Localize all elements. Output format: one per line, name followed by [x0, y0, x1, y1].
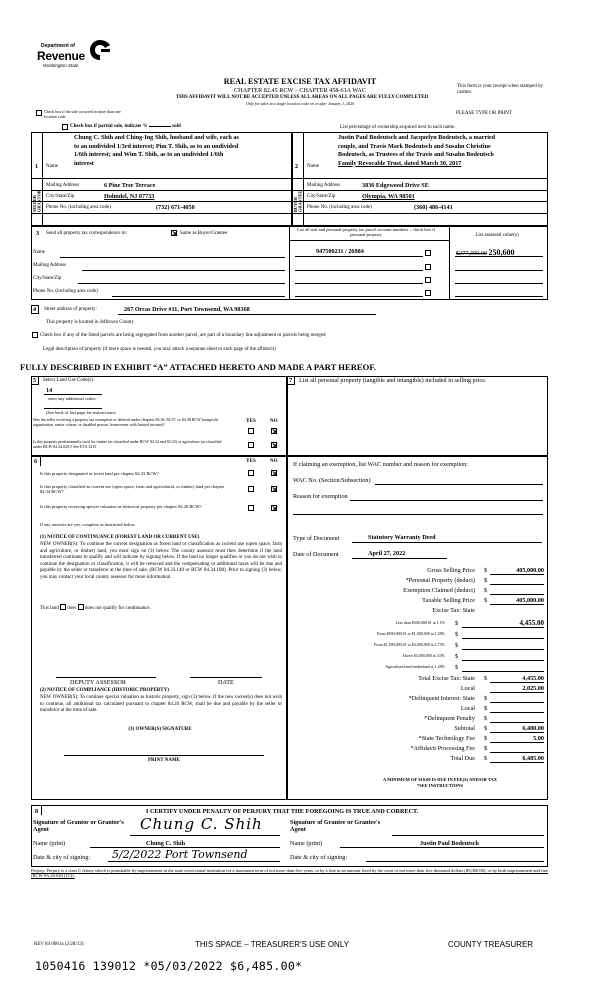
street-address: 267 Orcas Drive #11, Port Townsend, WA 98368 — [124, 306, 250, 313]
buyer-names — [338, 134, 546, 168]
parcel-personal-checkbox-3[interactable] — [425, 277, 431, 283]
tax-total-value: 4,455.00 — [522, 675, 544, 682]
multi-location-label: Check box if the sale occurred in more than one location code — [44, 109, 121, 119]
tax-row-value: 405,000.00 — [516, 567, 544, 574]
seller-city: Holmdel, NJ 07733 — [104, 193, 155, 200]
reason-label: Reason for exemption — [293, 493, 348, 500]
doc-date: April 27, 2022 — [368, 550, 406, 557]
land-qualify-post: does not qualify for continuance. — [84, 606, 151, 611]
exemption-label: If claiming an exemption, list WAC number and reason for exemption: — [293, 461, 468, 468]
tax-total-label: *Delinquent Penalty — [424, 715, 475, 722]
tax-bracket-dollar: $ — [455, 653, 459, 660]
street-label: Street address of property: — [44, 307, 97, 312]
personal-property-number: 7 — [289, 377, 293, 384]
tax-total-dollar: $ — [484, 715, 488, 722]
certify-statement: I CERTIFY UNDER PENALTY OF PERJURY THAT THE FOREGOING IS TRUE AND CORRECT. — [146, 808, 419, 815]
tax-row-label: *Personal Property (deduct) — [405, 577, 475, 584]
seller-city-label: City/State/Zip — [46, 194, 75, 199]
current-use-yes-checkbox[interactable] — [248, 486, 254, 492]
tax-total-label: Subtotal — [454, 725, 475, 732]
parcel-personal-checkbox[interactable] — [425, 250, 431, 256]
same-as-buyer-checkbox[interactable] — [171, 230, 177, 236]
tax-bracket-label: From $1,500,000.01 to $3,000,000 at 2.75% — [374, 642, 445, 647]
tax-row-dollar: $ — [484, 597, 488, 604]
forest-yes-checkbox[interactable] — [248, 470, 254, 476]
section6-yes: YES — [246, 459, 256, 464]
tax-row-value: 405,000.00 — [516, 597, 544, 604]
buyer-phone: (360) 486-4141 — [414, 204, 453, 211]
deputy-assessor-label: DEPUTY ASSESSOR — [70, 679, 126, 686]
buyer-name-line: Justin Paul Bodeutsch and Jacquelyn Bodeutsch, a married — [338, 134, 496, 141]
ownership-note: List percentage of ownership acquired next to each name. — [340, 125, 456, 130]
multi-location-checkbox[interactable] — [36, 110, 42, 116]
grantee-name-label: Name (print) — [290, 840, 323, 847]
grantor-date: 5/2/2022 Port Townsend — [112, 848, 248, 861]
land-use-q1: Was the seller receiving a property tax exemption or deferral under chapters 84.36, 84.37, or 84.38 RCW (nonprofit organization, senior citizen, or disabled person, homeowner with limited income)? — [33, 417, 219, 427]
grantor-signature: Chung C. Shih — [140, 815, 263, 833]
land-qualify-pre: This land — [40, 606, 59, 611]
personal-property-label: List all personal property (tangible and intangible) included in selling price. — [299, 377, 487, 384]
tax-bracket-dollar: $ — [455, 642, 459, 649]
land-use-q2: Is this property predominantly used for timber (as classified under RCW 84.34 and 84.33) or agriculture (as classified under RCW 84.34.020)? See ETA 3215 — [33, 439, 222, 449]
tax-bracket-label: From $500,000.01 to $1,500,000 at 1.28% — [377, 631, 445, 636]
doc-type: Statutory Warranty Deed — [368, 534, 436, 541]
tax-row-dollar: $ — [484, 567, 488, 574]
buyer-city: Olympia, WA 98501 — [362, 193, 415, 200]
tax-total-label: *Affidavit Processing Fee — [410, 745, 475, 752]
partial-sale-blank — [149, 126, 171, 127]
land-use-no: NO — [270, 419, 278, 424]
deputy-date-label: DATE — [218, 679, 234, 686]
form-warning: THIS AFFIDAVIT WILL NOT BE ACCEPTED UNLESS ALL AREAS ON ALL PAGES ARE FULLY COMPLETED — [175, 95, 429, 100]
property-number: 4 — [33, 306, 37, 313]
agency-logo — [37, 38, 117, 72]
seller-name-label: Name — [46, 164, 58, 169]
grantee-name: Justin Paul Bodeutsch — [420, 840, 479, 847]
form-number: REV 84 0001a (2/28/13) — [34, 942, 84, 947]
land-does-not-checkbox[interactable] — [78, 604, 84, 610]
tax-total-label: *Delinquent Interest: State — [408, 695, 475, 702]
buyer-name-label: Name — [307, 164, 319, 169]
seller-name-line: interest — [74, 159, 94, 167]
seller-side-label: SELLER GRANTOR — [32, 190, 42, 212]
section6-q2: Is this property classified as current use (open space, farm and agricultural, or timber) land per chapter 84.34 RCW? — [40, 484, 225, 495]
print-name-label: PRINT NAME — [148, 758, 180, 763]
partial-sale-pre: Check box if partial sale, indicate % — [70, 124, 148, 129]
grantor-date-label: Date & city of signing: — [33, 854, 91, 861]
tax-total-dollar: $ — [484, 725, 488, 732]
seller-mailing: 6 Pine Tree Terrace — [104, 182, 156, 189]
tax-total-label: Total Excise Tax: State — [418, 675, 475, 682]
land-use-label: Select Land Use Code(s): — [43, 378, 95, 383]
tax-total-value: 5.00 — [533, 735, 544, 742]
see-instructions: *SEE INSTRUCTIONS — [416, 783, 464, 788]
tax-bracket-dollar: $ — [455, 631, 459, 638]
land-use-code: 14 — [46, 387, 53, 394]
print-note: PLEASE TYPE OR PRINT — [456, 111, 512, 116]
q1-no-checkbox[interactable] — [271, 428, 277, 434]
county-treasurer: COUNTY TREASURER — [448, 940, 534, 949]
continuance-body: NEW OWNER(S): To continue the current designation as forest land or classification as current use (open space, farm and agriculture, or timber) land, you must sign on (3) below. The county assessor must then determine if the land transferred continues to qualify and will indicate by signing below. If the land no longer qualifies or you do not wish to continue the designation or classification, it will be removed and the compensating or additional taxes will be due and payable by the seller or transferor at the time of sale. (RCW 84.33.140 or RCW 84.34.108). Prior to signing (3) below, you may contact your local county assessor for more information. — [40, 542, 282, 580]
tax-total-dollar: $ — [484, 745, 488, 752]
current-use-no-checkbox[interactable] — [271, 486, 277, 492]
grantor-name: Chung C. Shih — [146, 840, 186, 847]
exhibit-statement: FULLY DESCRIBED IN EXHIBIT “A” ATTACHED HERETO AND MADE A PART HEREOF. — [20, 362, 376, 372]
parcel-number: 947500211 / 26984 — [316, 248, 364, 255]
treasurer-use: THIS SPACE – TREASURER'S USE ONLY — [195, 940, 350, 949]
seller-phone-label: Phone No. (including area code) — [46, 205, 111, 210]
seller-mailing-label: Mailing Address — [46, 183, 80, 188]
land-use-additional: enter any additional codes: — [48, 396, 97, 401]
wac-label: WAC No. (Section/Subsection) — [293, 477, 371, 484]
section6-number: 6 — [34, 458, 38, 465]
same-as-buyer-label: Same as Buyer/Grantee — [180, 231, 228, 236]
corr-mailing-label: Mailing Address — [33, 263, 67, 268]
segregated-checkbox[interactable] — [32, 332, 38, 338]
tax-bracket-value: 4,455.00 — [519, 619, 544, 627]
parcel-personal-checkbox-4[interactable] — [425, 290, 431, 296]
land-qualify-does: does — [67, 606, 77, 611]
partial-sale-checkbox[interactable] — [62, 124, 68, 130]
doc-date-label: Date of Document — [293, 551, 339, 558]
grantee-sig-label: Signature of Grantee or Grantee's Agent — [290, 819, 381, 834]
tax-row-label: Gross Selling Price — [427, 567, 475, 574]
agency-line2: Revenue — [37, 49, 85, 63]
personal-property-section — [287, 376, 548, 456]
land-use-yes: YES — [246, 419, 256, 424]
buyer-name-line: Bodeutsch, as Trustees of the Travis and Susahn Bodeutsch — [338, 151, 494, 159]
section6-any-yes: If any answers are yes, complete as instructed below. — [40, 522, 136, 527]
partial-sale-label — [70, 124, 181, 130]
tax-row-label: Exemption Claimed (deduct) — [403, 587, 475, 594]
certify-number: 8 — [35, 808, 39, 815]
tax-total-label: Local — [460, 705, 475, 712]
partial-sale-post: sold — [172, 124, 181, 129]
tax-total-dollar: $ — [484, 755, 488, 762]
parcel-header-right: List assessed value(s) — [475, 233, 519, 238]
q2-yes-checkbox[interactable] — [248, 442, 254, 448]
corr-name-label: Name — [33, 250, 45, 255]
buyer-phone-label: Phone No. (including area code) — [307, 205, 372, 210]
agency-emblem-icon — [89, 38, 111, 62]
cashier-receipt: 1050416 139012 *05/03/2022 $6,485.00* — [35, 959, 303, 973]
assessed-new: 250,600 — [488, 248, 515, 257]
land-use-see-back: (See back of last page for instructions) — [46, 410, 116, 415]
parcel-personal-checkbox-2[interactable] — [425, 264, 431, 270]
q2-no-checkbox[interactable] — [271, 442, 277, 448]
owner-signature-label: (3) OWNER(S) SIGNATURE — [128, 727, 192, 732]
continuance-title: (1) NOTICE OF CONTINUANCE (FOREST LAND OR CURRENT USE) — [40, 535, 200, 540]
buyer-number: 2 — [295, 163, 299, 170]
tax-bracket-dollar: $ — [455, 620, 459, 627]
grantor-name-label: Name (print) — [33, 840, 66, 847]
section6-no: NO — [270, 459, 278, 464]
seller-number: 1 — [35, 163, 39, 170]
receipt-note: This form is your receipt when stamped by cashier. — [457, 84, 543, 95]
tax-total-dollar: $ — [484, 675, 488, 682]
form-title: REAL ESTATE EXCISE TAX AFFIDAVIT — [223, 77, 377, 86]
section6-q1: Is this property designated as forest land per chapter 84.33 RCW? — [40, 471, 159, 476]
tax-total-value: 6,480.00 — [522, 725, 544, 732]
seller-name-line: Chung C. Shih and Ching-Ing Shih, husband and wife, each as — [74, 134, 239, 141]
correspondence-number: 3 — [36, 230, 40, 237]
tax-row-dollar: $ — [484, 577, 488, 584]
assessed-struck: $277,300.00 — [456, 250, 487, 257]
q1-yes-checkbox[interactable] — [248, 428, 254, 434]
corr-phone-label: Phone No. (including area code) — [33, 289, 98, 294]
parcel-header-left: List all real and personal property tax parcel account numbers – check box if personal property — [296, 227, 436, 238]
corr-city-label: City/State/Zip — [33, 276, 62, 281]
buyer-mailing-label: Mailing Address — [307, 183, 341, 188]
agency-line3: Washington State — [43, 63, 79, 68]
tax-bracket-label: Agricultural and timberland at 1.28% — [385, 664, 445, 669]
seller-name-line: to an undivided 1/3rd interest; Pim T. Shih, as to an undivided — [74, 142, 239, 150]
tax-total-dollar: $ — [484, 695, 488, 702]
buyer-city-label: City/State/Zip — [307, 194, 336, 199]
county-note: This property is located in Jefferson County — [46, 320, 134, 325]
tax-total-value: 2,025.00 — [522, 685, 544, 692]
tax-total-label: Total Due — [450, 755, 475, 762]
form-only-for: Only for sales in a single location code on or after January 1, 2020 — [246, 101, 354, 106]
land-does-checkbox[interactable] — [60, 604, 66, 610]
grantee-date-label: Date & city of signing: — [290, 854, 348, 861]
historic-body: NEW OWNER(S): To continue special valuation as historic property, sign (3) below. If the new owner(s) does not wish to continue, all additional tax calculated pursuant to chapter 84.26 RCW, shall be due and payable by the seller or transferor at the time of sale. — [40, 695, 282, 713]
tax-bracket-label: Less than $500,000.01 at 1.1% — [395, 620, 445, 625]
seller-name-line: 1/6th interest; and Wim T. Shih, as to an undivided 1/6th — [74, 151, 224, 159]
tax-row-label: Taxable Selling Price — [422, 597, 475, 604]
perjury-note: Perjury: Perjury is a class C felony which is punishable by imprisonment in the state correctional institution for a maximum term of not more than five years, or by a fine in an amount fixed by the court of not more than five thousand dollars ($5,000.00), or by both imprisonment and fine (RCW 9A.20.020 (1C)). — [31, 868, 549, 879]
tax-total-label: *State Technology Fee — [418, 735, 475, 742]
doc-type-label: Type of Document — [293, 535, 340, 542]
tax-bracket-dollar: $ — [455, 664, 459, 671]
buyer-side-label: BUYER GRANTEE — [293, 190, 303, 212]
correspondence-label: Send all property tax correspondence to: — [46, 231, 127, 236]
historic-no-checkbox[interactable] — [271, 505, 277, 511]
tax-row-label: Excise Tax: State — [432, 607, 475, 614]
land-use-number: 5 — [33, 377, 37, 384]
minimum-note: A MINIMUM OF $10.00 IS DUE IN FEE(S) AND/OR TAX — [383, 777, 497, 782]
historic-title: (2) NOTICE OF COMPLIANCE (HISTORIC PROPERTY) — [40, 688, 169, 693]
tax-total-label: Local — [460, 685, 475, 692]
buyer-name-line: couple, and Travis Mark Bodeutsch and Susahn Christine — [338, 142, 491, 150]
buyer-name-line: Family Revocable Trust, dated March 30, 2017 — [338, 159, 462, 167]
form-subtitle: CHAPTER 82.45 RCW – CHAPTER 458-61A WAC — [234, 87, 366, 94]
historic-yes-checkbox[interactable] — [248, 505, 254, 511]
buyer-mailing: 3836 Edgewood Drive SE — [362, 182, 429, 189]
tax-bracket-label: Above $3,000,000 at 3.0% — [402, 653, 445, 658]
grantor-sig-label: Signature of Grantor or Grantor's Agent — [33, 819, 124, 834]
agency-line1: Department of — [41, 43, 75, 49]
segregated-label: Check box if any of the listed parcels are being segregated from another parcel, are part of a boundary line adjustment or parcels being merged — [40, 333, 326, 338]
tax-row-dollar: $ — [484, 587, 488, 594]
tax-total-dollar: $ — [484, 705, 488, 712]
tax-total-value: 6,485.00 — [522, 755, 544, 762]
tax-total-dollar: $ — [484, 735, 488, 742]
seller-phone: (732) 671-4050 — [156, 204, 195, 211]
legal-description-label: Legal description of property (if more space is needed, you may attach a separate sheet to each page of the affidavit) — [43, 347, 276, 352]
seller-names — [74, 134, 290, 168]
forest-no-checkbox[interactable] — [271, 470, 277, 476]
section6-q3: Is this property receiving special valuation as historical property per chapter 84.26 RCW? — [40, 504, 202, 509]
land-qualify — [40, 604, 151, 612]
